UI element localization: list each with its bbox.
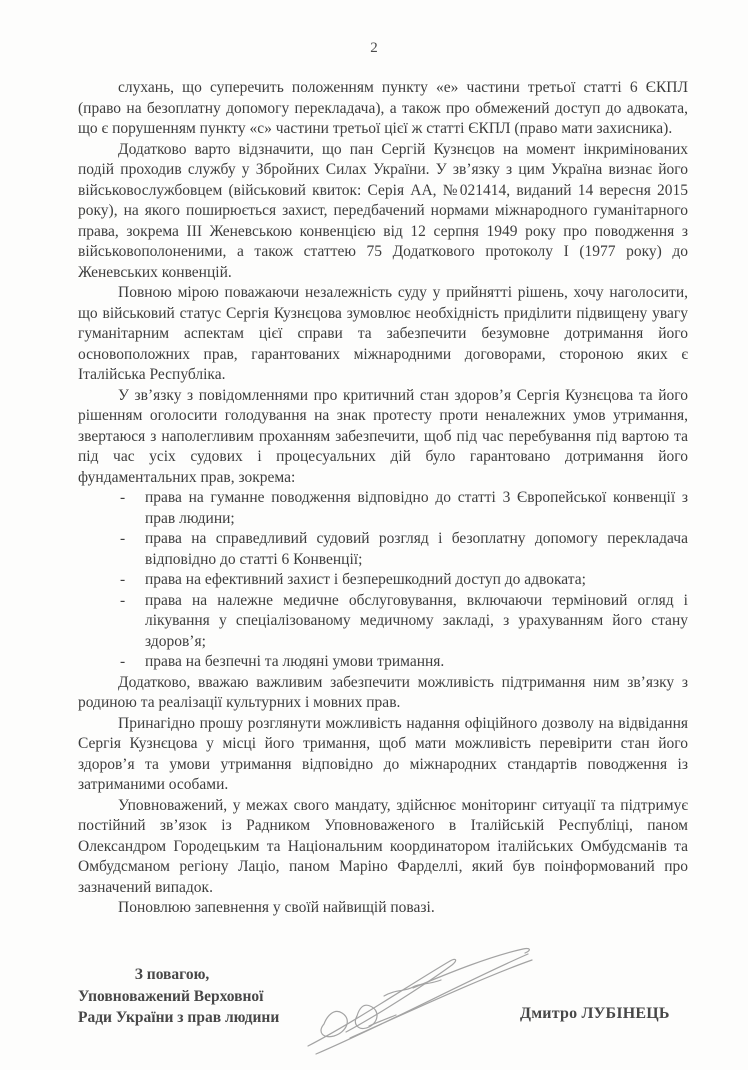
para-court-independence: Повною мірою поважаючи незалежність суду у прийнятті рішень, хочу наголосити, що військовий статус Сергія Кузнєцова зумовлює необхідність приділити підвищену увагу гуманітарним аспектам цієї справи та забезпечити безумовне дотримання його основоположних прав, гарантованих міжнародними договорами, стороною яких є Італійська Республіка. xyxy=(78,284,688,383)
bullet-dash: - xyxy=(120,489,126,506)
closing-title xyxy=(78,964,296,1029)
signature-block xyxy=(78,964,688,1064)
rights-bullet-list xyxy=(120,488,688,673)
signatory-name: Дмитро ЛУБІНЕЦЬ xyxy=(520,1005,670,1022)
para-closing-assurance: Поновлюю запевнення у своїй найвищій повазі. xyxy=(118,899,435,916)
bullet-dash: - xyxy=(120,571,126,588)
para-visit-request: Принагідно прошу розглянути можливість надання офіційного дозволу на відвідання Сергія Кузнєцова у місці його тримання, щоб мати можливість перевірити стан його здоров’я та умови утримання відповідно до міжнародних стандартів поводження із затриманими особами. xyxy=(78,714,688,793)
list-item xyxy=(120,488,688,529)
para-hunger-strike-request: У зв’язку з повідомленнями про критичний стан здоров’я Сергія Кузнєцова та його рішенням оголосити голодування на знак протесту проти неналежних умов утримання, звертаюся з наполегливим проханням забезпечити, щоб під час перебування під вартою та під час усіх судових і процесуальних дій було гарантовано дотримання його фундаментальних прав, зокрема: xyxy=(78,386,688,486)
closing-title-line1: Уповноважений Верховної xyxy=(78,987,264,1005)
list-item-text: права на справедливий судовий розгляд і безоплатну допомогу перекладача відповідно до статті 6 Конвенції; xyxy=(145,530,688,568)
list-item-text: права на гуманне поводження відповідно до статті 3 Європейської конвенції з прав людини; xyxy=(145,489,688,527)
bullet-dash: - xyxy=(120,591,126,609)
bullet-dash: - xyxy=(120,530,126,547)
para-family-contact: Додатково, вважаю важливим забезпечити можливість підтримання ним зв’язку з родиною та реалізації культурних і мовних прав. xyxy=(78,673,688,711)
bullet-dash: - xyxy=(120,653,126,670)
para-monitoring-contacts: Уповноважений, у межах свого мандату, здійснює моніторинг ситуації та підтримує постійний зв’язок із Радником Уповноваженого в Італійській Республіці, паном Олександром Городецьким та Національним координатором італійських Омбудсманів та Омбудсманом регіону Лаціо, паном Маріно Фарделлі, який був поінформований про зазначений випадок. xyxy=(78,796,688,896)
list-item-text: права на належне медичне обслуговування, включаючи терміновий огляд і лікування у спеціалізованому медичному закладі, з урахуванням його стану здоров’я; xyxy=(145,591,688,650)
list-item xyxy=(120,591,688,653)
handwritten-signature-icon xyxy=(306,944,551,1066)
list-item xyxy=(120,529,688,570)
closing-title-line2: Ради України з прав людини xyxy=(78,1009,280,1026)
letter-body xyxy=(78,78,688,919)
list-item-text: права на ефективний захист і безперешкодний доступ до адвоката; xyxy=(145,571,586,588)
para-echr-violations: слухань, що суперечить положенням пункту «е» частини третьої статті 6 ЄКПЛ (право на безоплатну допомогу перекладача), а також про обмежений доступ до адвоката, що є порушенням пункту «с» частини третьої цієї ж статті ЄКПЛ (право мати захисника). xyxy=(78,79,688,137)
list-item-text: права на безпечні та людяні умови тримання. xyxy=(145,653,445,670)
closing-salutation: З повагою, xyxy=(134,966,210,983)
page-number: 2 xyxy=(370,40,378,56)
list-item xyxy=(120,652,688,673)
para-military-status: Додатково варто відзначити, що пан Сергій Кузнєцов на момент інкримінованих подій проходив службу у Збройних Силах України. У зв’язку з цим Україна визнає його військовослужбовцем (військовий квиток: Серія АА, №021414, виданий 14 вересня 2015 року), на якого поширюється захист, передбачений нормами міжнародного гуманітарного права, зокрема ІІІ Женевською конвенцією від 12 серпня 1949 року про поводження з військовополоненими, а також статтею 75 Додаткового протоколу І (1977 року) до Женевських конвенцій. xyxy=(78,140,688,281)
list-item xyxy=(120,570,688,591)
